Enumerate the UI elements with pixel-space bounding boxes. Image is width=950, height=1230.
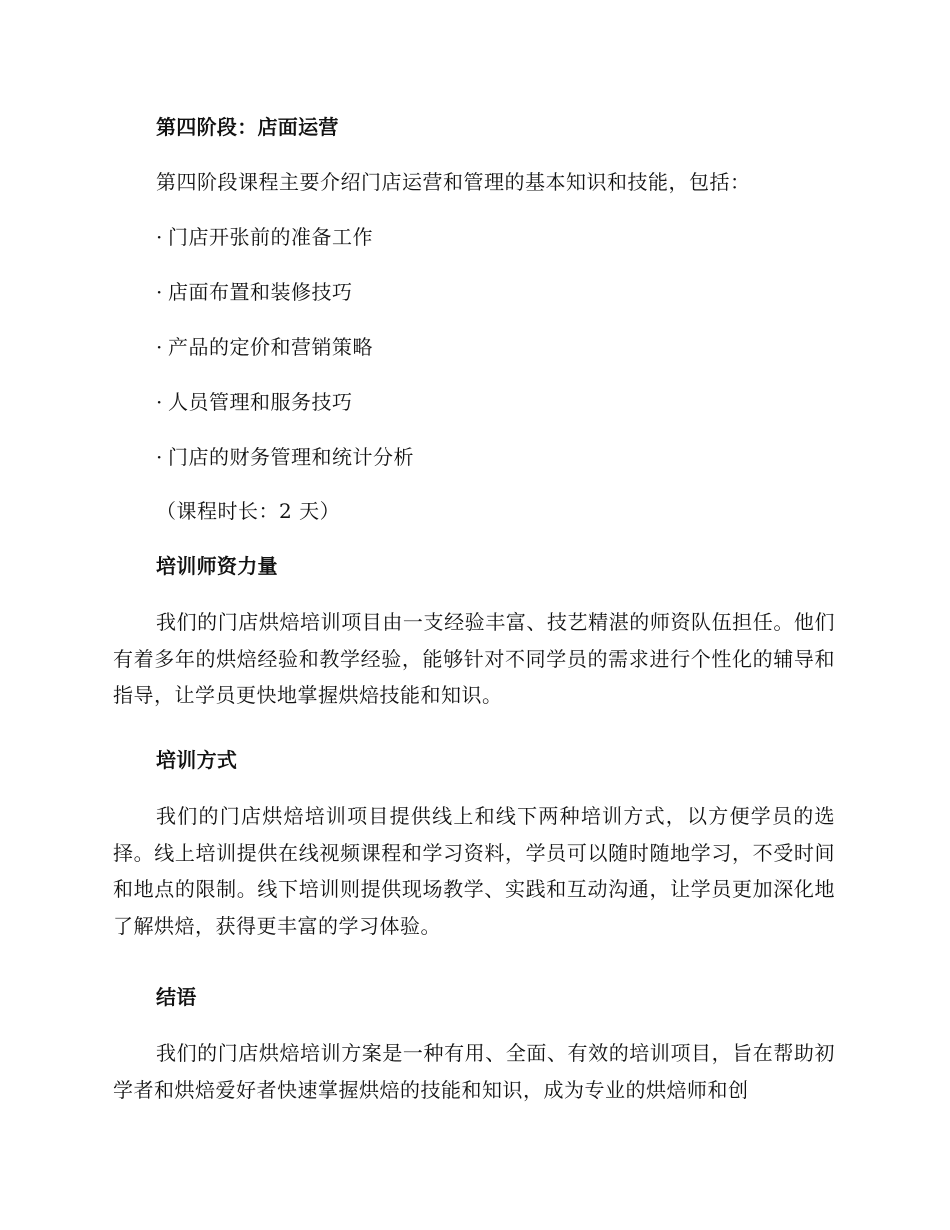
trainers-heading: 培训师资力量	[156, 554, 278, 578]
methods-heading: 培训方式	[156, 748, 238, 772]
methods-body: 我们的门店烘焙培训项目提供线上和线下两种培训方式，以方便学员的选择。线上培训提供在线视频课程和学习资料，学员可以随时随地学习，不受时间和地点的限制。线下培训则提供现场教学、实践和互动沟通，让学员更加深化地了解烘焙，获得更丰富的学习体验。	[113, 804, 835, 938]
list-item	[156, 387, 353, 417]
bullet-dot: ·	[156, 335, 163, 359]
bullet-dot: ·	[156, 225, 163, 249]
trainers-body-container	[113, 604, 835, 714]
course-duration: （课程时长：2 天）	[156, 499, 341, 523]
conclusion-body-container	[113, 1035, 835, 1108]
list-item-text: 门店的财务管理和统计分析	[168, 445, 414, 469]
list-item-text: 门店开张前的准备工作	[168, 225, 373, 249]
bullet-dot: ·	[156, 445, 163, 469]
bullet-dot: ·	[156, 390, 163, 414]
section4-heading: 第四阶段：店面运营	[156, 115, 339, 139]
list-item	[156, 332, 373, 362]
list-item	[156, 442, 414, 472]
conclusion-heading: 结语	[156, 985, 197, 1009]
conclusion-body: 我们的门店烘焙培训方案是一种有用、全面、有效的培训项目，旨在帮助初学者和烘焙爱好者快速掌握烘焙的技能和知识，成为专业的烘焙师和创	[113, 1041, 835, 1102]
section4-intro: 第四阶段课程主要介绍门店运营和管理的基本知识和技能，包括：	[156, 170, 751, 194]
trainers-body: 我们的门店烘焙培训项目由一支经验丰富、技艺精湛的师资队伍担任。他们有着多年的烘焙经验和教学经验，能够针对不同学员的需求进行个性化的辅导和指导，让学员更快地掌握烘焙技能和知识。	[113, 610, 835, 708]
list-item-text: 店面布置和装修技巧	[168, 280, 353, 304]
list-item-text: 产品的定价和营销策略	[168, 335, 373, 359]
methods-body-container	[113, 798, 835, 944]
list-item-text: 人员管理和服务技巧	[168, 390, 353, 414]
list-item	[156, 277, 353, 307]
bullet-dot: ·	[156, 280, 163, 304]
list-item	[156, 222, 373, 252]
